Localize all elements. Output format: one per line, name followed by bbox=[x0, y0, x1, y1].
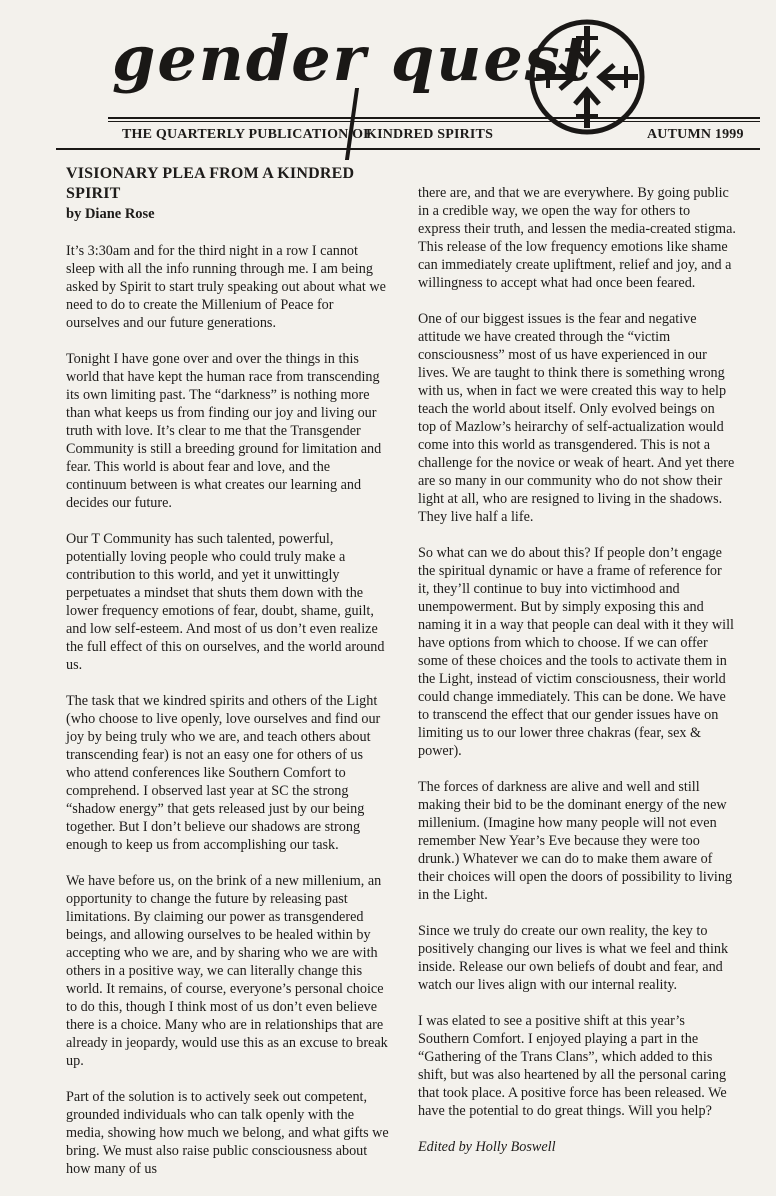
paragraph: One of our biggest issues is the fear and negative attitude we have created through the “victim consciousness” most of us have experienced in our lives. We are taught to think there is something wrong with us, when in fact we were created this way to help teach the world about itself. Only evolved beings on top of Mazlow’s heirarchy of self-actualization would come into this world as transgendered. This is not a challenge for the novice or weak of heart. And yet there are so many in our community who do not show their light at all, who are resigned to living in the shadows. They live half a life. bbox=[418, 311, 735, 525]
paragraph: there are, and that we are everywhere. By going public in a credible way, we open the way for others to express their truth, and lessen the media-created stigma. This release of the low frequency emotions like shame can immediately create upliftment, relief and joy, and a willingness to accept what had once been feared. bbox=[418, 185, 736, 291]
masthead-rule-top bbox=[108, 117, 760, 119]
masthead-rule-bottom bbox=[56, 148, 760, 150]
paragraph: Our T Community has such talented, powerful, potentially loving people who could truly make a contribution to this world, and yet it unwittingly perpetuates a mindset that shuts them down with the lower frequency emotions of fear, doubt, shame, guilt, and low self-esteem. And most of us don’t even realize the full effect of this on ourselves, and the world around us. bbox=[66, 531, 385, 673]
paragraph: The task that we kindred spirits and others of the Light (who choose to live openly, love ourselves and find our joy by being truly who we are, and teach others about transcending fear) is not an easy one for others of us who attend conferences like Southern Comfort to comprehend. I observed last year at SC the strong “shadow energy” that gets released just by our being together. But I don’t believe our shadows are strong enough to keep us from accomplishing our task. bbox=[66, 693, 381, 853]
paragraph: It’s 3:30am and for the third night in a row I cannot sleep with all the info running through me. I am being asked by Spirit to start truly speaking out about what we need to do to create the Millenium of Peace for ourselves and our future generations. bbox=[66, 243, 386, 331]
organization-label: KINDRED SPIRITS bbox=[366, 127, 494, 142]
paragraph: The forces of darkness are alive and well and still making their bid to be the dominant energy of the new millenium. (Imagine how many people will not even remember New Year’s Eve because they were too drunk.) Whatever we can do to make them aware of their choices will open the doors of possibility to living in the Light. bbox=[418, 779, 733, 903]
paragraph: Tonight I have gone over and over the things in this world that have kept the human race from transcending its own limiting past. The “darkness” is nothing more than what keeps us from finding our joy and living our truth with love. It’s clear to me that the Transgender Community is still a breeding ground for limitation and fear. This world is about fear and love, and the continuum between is what creates our learning and decides our future. bbox=[66, 351, 382, 511]
masthead bbox=[0, 0, 776, 160]
editor-note: Edited by Holly Boswell bbox=[418, 1139, 556, 1155]
paragraph: So what can we do about this? If people don’t engage the spiritual dynamic or have a frame of reference for it, they’ll continue to buy into victimhood and unempowerment. But by simply exposing this and naming it in a way that people can deal with it they will have options from which to choose. If we can offer some of these choices and the tools to activate them in the Light, instead of victim consciousness, their world could change immediately. This can be done. We have to transcend the effect that our gender issues have on limiting us to our lower three chakras (fear, sex & power). bbox=[418, 545, 734, 759]
masthead-rule-thin bbox=[108, 121, 760, 122]
article-headline: VISIONARY PLEA FROM A KINDRED SPIRIT bbox=[66, 165, 355, 202]
publication-label: THE QUARTERLY PUBLICATION OF bbox=[122, 127, 373, 142]
paragraph: Since we truly do create our own reality, the key to positively changing our lives is what we feel and think inside. Release our own beliefs of doubt and fear, and watch our lives align with our internal reality. bbox=[418, 923, 729, 993]
article-column-left bbox=[66, 164, 390, 1196]
paragraph: I was elated to see a positive shift at this year’s Southern Comfort. I enjoyed playing a part in the “Gathering of the Trans Clans”, which added to this shift, but was also heartened by all the personal caring that took place. A positive force has been released. We have the potential to do great things. Will you help? bbox=[418, 1013, 727, 1119]
article-byline: by Diane Rose bbox=[66, 206, 155, 222]
article-column-right bbox=[418, 184, 736, 1174]
newsletter-title: gender quest bbox=[112, 22, 593, 95]
paragraph: Part of the solution is to actively seek out competent, grounded individuals who can talk openly with the media, showing how much we belong, and what gifts we bring. We must also raise public consciousness about how many of us bbox=[66, 1089, 389, 1177]
paragraph: We have before us, on the brink of a new millenium, an opportunity to change the future by releasing past limitations. By claiming our power as transgendered beings, and allowing ourselves to be healed within by accepting who we are, and by sharing who we are with others in a positive way, we can literally change this world. It remains, of course, everyone’s personal choice to do this, though I think most of us don’t even believe there is a choice. Many who are in relationships that are already in jeopardy, would use this as an excuse to break up. bbox=[66, 873, 388, 1069]
issue-label: AUTUMN 1999 bbox=[647, 127, 744, 142]
